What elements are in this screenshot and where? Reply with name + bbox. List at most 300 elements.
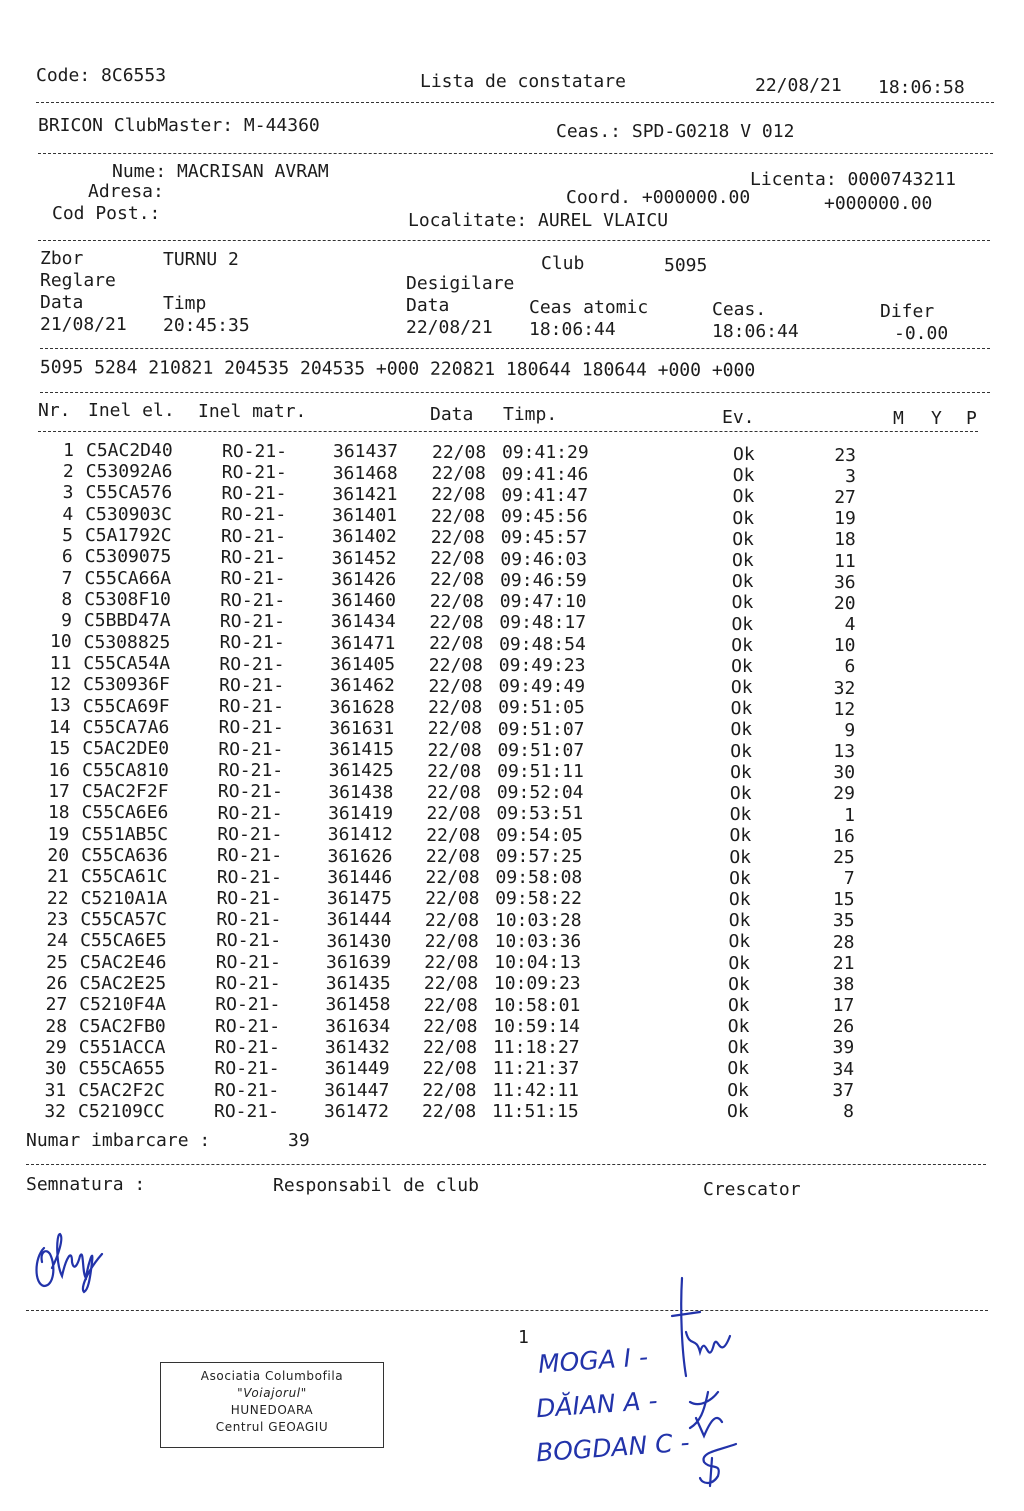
row-ring-prefix: RO-21- <box>218 738 284 760</box>
ceas-atomic-value: 18:06:44 <box>529 319 616 340</box>
row-ev: Ok <box>728 952 751 974</box>
row-position: 35 <box>832 910 855 932</box>
table-row <box>0 652 1024 678</box>
row-nr: 16 <box>48 759 71 781</box>
row-nr: 31 <box>44 1079 67 1101</box>
row-ev: Ok <box>728 888 751 910</box>
col-header-m: M <box>893 408 904 429</box>
row-position: 20 <box>833 592 856 614</box>
table-row <box>0 782 1024 803</box>
row-timp: 09:48:54 <box>499 633 586 655</box>
row-position: 1 <box>844 804 855 826</box>
row-position: 13 <box>833 741 856 763</box>
row-inel-matr: 361426 <box>331 568 397 590</box>
row-data: 22/08 <box>422 1079 477 1101</box>
divider <box>26 1164 986 1165</box>
table-row <box>0 460 1024 487</box>
stamp-line-3: HUNEDOARA <box>230 1403 314 1417</box>
row-inel-el: C55CA636 <box>81 844 168 866</box>
row-nr: 24 <box>46 930 69 952</box>
row-inel-matr: 361447 <box>324 1079 390 1101</box>
reglare-timp-value: 20:45:35 <box>163 315 250 336</box>
table-row <box>0 867 1024 888</box>
numar-imbarcare-value: 39 <box>288 1130 310 1151</box>
row-data: 22/08 <box>431 505 486 527</box>
row-timp: 10:09:23 <box>493 973 581 995</box>
zbor-label: Zbor <box>40 248 84 269</box>
row-data: 22/08 <box>425 845 481 867</box>
table-row <box>0 803 1024 824</box>
row-ev: Ok <box>727 994 750 1016</box>
row-ring-prefix: RO-21- <box>218 760 284 782</box>
desigilare-data-label: Data <box>406 295 450 316</box>
row-position: 38 <box>832 973 855 995</box>
row-inel-el: C530903C <box>85 503 172 525</box>
table-row <box>0 910 1024 931</box>
row-ev: Ok <box>728 931 751 953</box>
row-ev: Ok <box>730 761 752 783</box>
desigilare-data-value: 22/08/21 <box>406 317 493 338</box>
row-timp: 09:57:25 <box>495 845 583 867</box>
row-position: 8 <box>843 1100 854 1122</box>
row-nr: 14 <box>48 716 71 738</box>
row-data: 22/08 <box>427 739 482 761</box>
row-ring-prefix: RO-21- <box>216 866 282 888</box>
row-ev: Ok <box>731 592 754 614</box>
row-nr: 20 <box>47 844 70 866</box>
row-inel-el: C5AC2E46 <box>79 951 167 973</box>
row-inel-el: C55CA54A <box>83 652 171 674</box>
row-nr: 2 <box>62 460 74 482</box>
row-data: 22/08 <box>428 696 483 718</box>
row-ring-prefix: RO-21- <box>214 1036 280 1058</box>
table-row <box>0 1059 1024 1080</box>
row-timp: 11:42:11 <box>492 1079 580 1101</box>
row-position: 15 <box>832 889 855 911</box>
col-header-ev: Ev. <box>722 407 755 428</box>
stamp-line-2: "Voiajorul" <box>237 1386 307 1400</box>
reglare-label: Reglare <box>40 270 116 291</box>
row-data: 22/08 <box>424 930 479 952</box>
row-ring-prefix: RO-21- <box>218 717 284 739</box>
owner-locality: Localitate: AUREL VLAICU <box>408 210 669 231</box>
col-header-data: Data <box>430 404 474 425</box>
col-header-nr: Nr. <box>38 400 71 421</box>
row-ev: Ok <box>732 528 754 550</box>
handwritten-name-3: BOGDAN C - <box>535 1427 691 1468</box>
row-inel-el: C5210F4A <box>79 994 166 1016</box>
row-data: 22/08 <box>432 441 487 463</box>
row-inel-matr: 361462 <box>329 675 395 697</box>
row-timp: 10:04:13 <box>494 952 581 974</box>
desigilare-label: Desigilare <box>406 273 515 294</box>
row-ev: Ok <box>730 740 752 762</box>
row-inel-el: C5AC2E25 <box>79 972 167 994</box>
row-ev: Ok <box>729 783 752 805</box>
table-row <box>0 1081 1024 1102</box>
table-row <box>0 738 1024 763</box>
table-row <box>0 439 1024 466</box>
row-inel-matr: 361402 <box>331 526 397 548</box>
ceas-device-label: Ceas.: SPD-G0218 V 012 <box>556 121 795 142</box>
row-timp: 09:48:17 <box>499 612 587 634</box>
row-ring-prefix: RO-21- <box>221 483 287 505</box>
row-inel-el: C5AC2F2F <box>81 780 169 802</box>
row-ev: Ok <box>730 719 753 741</box>
row-inel-matr: 361401 <box>332 505 398 527</box>
table-row <box>0 974 1024 995</box>
row-data: 22/08 <box>423 1015 478 1037</box>
row-nr: 9 <box>61 610 72 632</box>
row-inel-matr: 361472 <box>324 1100 390 1122</box>
row-nr: 22 <box>46 887 69 909</box>
row-position: 23 <box>834 444 856 466</box>
row-position: 28 <box>832 931 855 953</box>
row-timp: 09:45:57 <box>500 527 588 549</box>
table-row <box>0 846 1024 867</box>
row-timp: 09:51:11 <box>497 761 584 783</box>
divider <box>40 392 990 393</box>
row-nr: 18 <box>47 802 70 824</box>
row-inel-el: C55CA61C <box>80 866 168 888</box>
row-timp: 09:53:51 <box>496 803 584 825</box>
row-ev: Ok <box>729 846 751 868</box>
row-position: 3 <box>845 466 856 487</box>
row-ring-prefix: RO-21- <box>214 1100 280 1122</box>
row-inel-matr: 361631 <box>329 717 395 739</box>
row-data: 22/08 <box>428 654 483 676</box>
row-inel-el: C5308F10 <box>84 588 171 610</box>
owner-coord-2: +000000.00 <box>824 193 933 214</box>
row-ev: Ok <box>727 1100 749 1122</box>
row-data: 22/08 <box>422 1100 477 1122</box>
col-header-y: Y <box>931 408 942 429</box>
row-inel-matr: 361458 <box>325 994 391 1016</box>
row-inel-matr: 361419 <box>328 802 394 824</box>
row-data: 22/08 <box>429 611 484 633</box>
row-inel-matr: 361634 <box>325 1015 391 1037</box>
row-ring-prefix: RO-21- <box>217 845 283 867</box>
row-data: 22/08 <box>422 1037 478 1059</box>
row-data: 22/08 <box>431 463 486 485</box>
row-inel-el: C55CA655 <box>78 1058 166 1080</box>
crescator-label: Crescator <box>703 1179 801 1200</box>
row-timp: 09:46:59 <box>500 569 587 591</box>
row-data: 22/08 <box>430 548 485 570</box>
row-timp: 09:47:10 <box>499 591 587 613</box>
row-data: 22/08 <box>431 484 486 506</box>
row-inel-el: C530936F <box>83 674 170 696</box>
row-nr: 3 <box>62 482 74 504</box>
row-ring-prefix: RO-21- <box>220 568 286 590</box>
row-data: 22/08 <box>424 952 479 974</box>
row-ring-prefix: RO-21- <box>215 973 281 995</box>
row-timp: 09:58:08 <box>495 867 583 889</box>
row-timp: 09:52:04 <box>496 782 584 804</box>
row-timp: 10:59:14 <box>493 1015 580 1037</box>
row-timp: 09:41:46 <box>501 463 589 485</box>
numar-imbarcare-label: Numar imbarcare : <box>26 1130 211 1151</box>
row-nr: 26 <box>45 972 68 994</box>
table-row <box>0 995 1024 1016</box>
row-inel-el: C55CA6E5 <box>80 930 167 952</box>
row-inel-el: C5AC2D40 <box>86 439 173 461</box>
row-ev: Ok <box>732 465 755 487</box>
crescator-signatures <box>660 1272 750 1492</box>
row-nr: 25 <box>46 951 68 973</box>
row-ring-prefix: RO-21- <box>215 994 281 1016</box>
row-data: 22/08 <box>427 760 482 782</box>
row-nr: 17 <box>48 780 70 802</box>
row-inel-el: C55CA57C <box>80 908 168 930</box>
row-ring-prefix: RO-21- <box>214 1079 280 1101</box>
row-data: 22/08 <box>425 888 480 910</box>
row-position: 6 <box>844 656 856 678</box>
responsabil-label: Responsabil de club <box>273 1175 479 1196</box>
row-position: 21 <box>832 952 855 974</box>
table-row <box>0 1016 1024 1037</box>
row-ev: Ok <box>730 677 753 699</box>
row-ring-prefix: RO-21- <box>220 547 286 569</box>
row-data: 22/08 <box>423 994 478 1016</box>
row-timp: 09:51:05 <box>498 697 585 719</box>
row-inel-el: C5309075 <box>84 546 172 568</box>
row-timp: 09:49:23 <box>498 654 586 676</box>
row-inel-el: C55CA576 <box>85 482 173 504</box>
row-position: 7 <box>843 868 855 890</box>
row-ev: Ok <box>731 613 754 635</box>
row-nr: 23 <box>46 908 69 930</box>
row-timp: 09:49:49 <box>498 676 586 698</box>
row-nr: 15 <box>48 738 71 760</box>
row-inel-matr: 361444 <box>326 909 392 931</box>
semnatura-label: Semnatura : <box>26 1174 146 1195</box>
row-ev: Ok <box>733 444 755 465</box>
owner-coord: Coord. +000000.00 <box>566 187 751 208</box>
row-data: 22/08 <box>422 1058 477 1080</box>
row-inel-el: C52109CC <box>78 1100 165 1122</box>
ceas-atomic-label: Ceas atomic <box>529 297 649 318</box>
row-ev: Ok <box>727 1016 750 1038</box>
row-ring-prefix: RO-21- <box>219 632 285 654</box>
row-inel-el: C55CA69F <box>82 695 170 717</box>
row-data: 22/08 <box>426 824 481 846</box>
handwritten-name-1: MOGA I - <box>537 1342 649 1379</box>
reglare-data-value: 21/08/21 <box>40 314 127 335</box>
document-title: Lista de constatare <box>420 71 626 92</box>
table-row <box>0 482 1024 509</box>
ceas-value: 18:06:44 <box>712 321 799 342</box>
row-ev: Ok <box>729 804 752 826</box>
row-ring-prefix: RO-21- <box>217 781 283 803</box>
table-row <box>0 931 1024 952</box>
owner-name: Nume: MACRISAN AVRAM <box>112 161 329 182</box>
row-timp: 09:54:05 <box>496 824 583 846</box>
table-row <box>0 674 1024 699</box>
stamp-line-1: Asociatia Columbofila <box>200 1369 344 1383</box>
row-inel-el: C551ACCA <box>78 1036 166 1058</box>
row-position: 18 <box>834 529 856 551</box>
row-ev: Ok <box>728 973 750 995</box>
row-inel-matr: 361446 <box>327 866 393 888</box>
row-ring-prefix: RO-21- <box>215 1015 281 1037</box>
table-row <box>0 1038 1024 1059</box>
row-inel-matr: 361435 <box>325 973 391 995</box>
divider <box>26 1310 988 1311</box>
row-data: 22/08 <box>429 590 484 612</box>
table-row <box>0 610 1024 636</box>
row-nr: 28 <box>45 1015 68 1037</box>
row-position: 29 <box>833 783 855 805</box>
row-inel-el: C55CA6E6 <box>81 802 169 824</box>
row-ev: Ok <box>731 634 753 656</box>
row-position: 25 <box>833 846 855 868</box>
row-position: 9 <box>844 719 856 741</box>
row-nr: 5 <box>62 524 73 546</box>
row-timp: 11:18:27 <box>492 1037 580 1059</box>
row-ev: Ok <box>732 549 754 571</box>
col-header-inel-matr: Inel matr. <box>198 401 307 422</box>
row-position: 17 <box>832 995 855 1017</box>
row-ring-prefix: RO-21- <box>220 589 286 611</box>
row-inel-el: C5BBD47A <box>83 610 171 632</box>
row-ring-prefix: RO-21- <box>217 802 283 824</box>
difer-value: -0.00 <box>894 323 949 344</box>
row-ring-prefix: RO-21- <box>214 1058 280 1080</box>
row-nr: 11 <box>49 652 72 674</box>
page-number: 1 <box>518 1327 529 1348</box>
row-ev: Ok <box>731 571 754 593</box>
row-timp: 09:51:07 <box>497 718 585 740</box>
reglare-data-label: Data <box>40 292 84 313</box>
zbor-value: TURNU 2 <box>163 249 239 270</box>
row-timp: 10:03:28 <box>494 909 582 931</box>
association-stamp <box>160 1362 384 1448</box>
stamp-line-4: Centrul GEOAGIU <box>215 1420 329 1434</box>
row-ring-prefix: RO-21- <box>215 951 281 973</box>
row-data: 22/08 <box>429 633 484 655</box>
row-position: 30 <box>833 762 856 784</box>
row-nr: 1 <box>63 439 74 461</box>
row-position: 4 <box>844 614 856 636</box>
row-inel-matr: 361437 <box>333 441 399 463</box>
row-ev: Ok <box>730 698 753 720</box>
row-ring-prefix: RO-21- <box>220 525 286 547</box>
row-timp: 09:41:47 <box>501 484 589 506</box>
difer-label: Difer <box>880 301 935 322</box>
row-inel-el: C55CA810 <box>82 759 169 781</box>
club-label: Club <box>541 253 585 274</box>
row-position: 34 <box>832 1058 855 1080</box>
row-ev: Ok <box>729 867 751 889</box>
row-position: 32 <box>833 677 856 699</box>
row-ring-prefix: RO-21- <box>217 823 283 845</box>
row-inel-el: C5AC2F2C <box>78 1079 165 1101</box>
table-row <box>0 1102 1024 1123</box>
table-row <box>0 718 1024 739</box>
row-timp: 10:03:36 <box>494 930 582 952</box>
table-row <box>0 695 1024 720</box>
row-ring-prefix: RO-21- <box>218 696 284 718</box>
table-row <box>0 759 1024 784</box>
row-ev: Ok <box>732 507 755 529</box>
row-data: 22/08 <box>428 675 483 697</box>
clubmaster-label: BRICON ClubMaster: M-44360 <box>38 115 320 136</box>
header-date: 22/08/21 <box>755 75 842 96</box>
row-nr: 32 <box>44 1100 66 1122</box>
code-label: Code: 8C6553 <box>36 65 167 86</box>
row-inel-el: C55CA7A6 <box>82 716 170 738</box>
row-data: 22/08 <box>426 803 481 825</box>
row-inel-matr: 361425 <box>328 760 394 782</box>
row-data: 22/08 <box>430 569 485 591</box>
table-row <box>0 567 1024 593</box>
col-header-timp: Timp. <box>503 404 558 425</box>
divider <box>40 348 990 349</box>
reglare-timp-label: Timp <box>163 293 207 314</box>
header-time: 18:06:58 <box>878 77 965 98</box>
row-ev: Ok <box>731 655 753 677</box>
row-inel-matr: 361432 <box>324 1037 390 1059</box>
row-data: 22/08 <box>426 782 482 804</box>
table-row <box>0 588 1024 614</box>
row-nr: 21 <box>47 866 69 888</box>
table-row <box>0 824 1024 845</box>
row-nr: 27 <box>45 994 68 1016</box>
row-ring-prefix: RO-21- <box>216 909 282 931</box>
row-ev: Ok <box>729 825 752 847</box>
row-inel-matr: 361475 <box>326 888 392 910</box>
row-timp: 09:58:22 <box>495 888 582 910</box>
row-inel-matr: 361468 <box>332 462 398 484</box>
row-data: 22/08 <box>430 526 485 548</box>
row-inel-matr: 361471 <box>330 632 396 654</box>
row-nr: 7 <box>61 567 73 589</box>
row-inel-matr: 361412 <box>327 824 393 846</box>
divider <box>36 102 994 103</box>
row-nr: 8 <box>61 588 73 610</box>
responsabil-signature <box>30 1218 120 1298</box>
row-position: 11 <box>834 550 856 572</box>
row-ring-prefix: RO-21- <box>221 504 287 526</box>
row-nr: 29 <box>45 1036 67 1058</box>
row-inel-el: C5AC2DE0 <box>82 738 170 760</box>
row-timp: 09:46:03 <box>500 548 588 570</box>
row-inel-matr: 361430 <box>326 930 392 952</box>
row-inel-el: C5308825 <box>83 631 171 653</box>
row-nr: 6 <box>61 546 73 568</box>
row-ring-prefix: RO-21- <box>216 930 282 952</box>
row-nr: 4 <box>62 503 74 525</box>
owner-licence: Licenta: 0000743211 <box>750 169 956 190</box>
table-row <box>0 524 1024 551</box>
divider <box>38 153 993 154</box>
row-timp: 11:51:15 <box>492 1100 579 1122</box>
row-inel-matr: 361628 <box>329 696 395 718</box>
owner-postcode: Cod Post.: <box>52 203 161 224</box>
row-inel-el: C5A1792C <box>84 524 172 546</box>
row-ring-prefix: RO-21- <box>219 674 285 696</box>
row-inel-el: C53092A6 <box>85 460 173 482</box>
table-row <box>0 546 1024 572</box>
col-header-inel-el: Inel el. <box>88 400 175 421</box>
row-inel-matr: 361438 <box>328 781 394 803</box>
row-position: 27 <box>834 487 856 509</box>
row-inel-matr: 361415 <box>328 739 394 761</box>
row-data: 22/08 <box>423 973 479 995</box>
row-position: 10 <box>833 635 856 657</box>
table-row <box>0 631 1024 657</box>
